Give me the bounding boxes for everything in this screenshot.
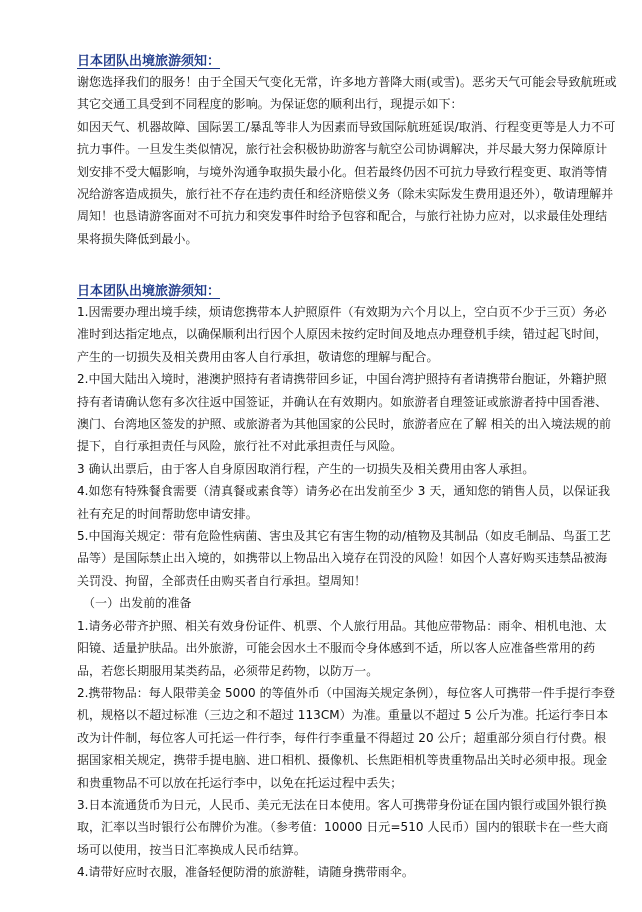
section1-title: 日本团队出境旅游须知： [77, 54, 221, 69]
preparation-item: 1.请务必带齐护照、相关有效身份证件、机票、个人旅行用品。其他应带物品：雨伞、相机电池、太阳镜、适量护肤品。出外旅游，可能会因水土不服而令身体感到不适，所以客人应准备些常用的药品，若您长期服用某类药品，必须带足药物，以防万一。 [77, 618, 607, 678]
notice-item: 2.中国大陆出入境时，港澳护照持有者请携带回乡证，中国台湾护照持有者请携带台胞证，外籍护照持有者请确认您有多次往返中国签证，并确认在有效期内。如旅游者自理签证或旅游者持中国香港、澳门、台湾地区签发的护照、或旅游者为其他国家的公民时，旅游者应在了解 相关的出入境法规的前提下，自行承担责任与风险，旅行社不对此承担责任与风险。 [77, 372, 612, 454]
notice-item: 3 确认出票后，由于客人自身原因取消行程，产生的一切损失及相关费用由客人承担。 [77, 461, 535, 476]
notice-item: 5.中国海关规定：带有危险性病菌、害虫及其它有害生物的动/植物及其制品（如皮毛制品、鸟蛋工艺品等）是国际禁止出入境的，如携带以上物品出入境存在罚没的风险！如因个人喜好购买违禁品被海关罚没、拘留，全部责任由购买者自行承担。望周知！ [77, 529, 611, 588]
preparation-item: 2.携带物品：每人限带美金 5000 的等值外币（中国海关规定条例），每位客人可携带一件手提行李登机，规格以不超过标准（三边之和不超过 113CM）为准。重量以不超过 5 公斤为准。托运行李日本改为计件制，每位客人可托运一件行李，每件行李重量不得超过 20 公斤；超重部分须自行付费。根据国家相关规定，携带手提电脑、进口相机、摄像机、长焦距相机等贵重物品出关时必须申报。现金和贵重物品不可以放在托运行李中，以免在托运过程中丢失； [77, 685, 616, 790]
section1-paragraph: 谢您选择我们的服务！由于全国天气变化无常，许多地方普降大雨(或雪)。恶劣天气可能会导致航班或其它交通工具受到不同程度的影响。为保证您的顺利出行，现提示如下： [77, 75, 617, 112]
section1-paragraph: 如因天气、机器故障、国际罢工/暴乱等非人为因素而导致国际航班延误/取消、行程变更等是人力不可抗力事件。一旦发生类似情况，旅行社会积极协助游客与航空公司协调解决，并尽最大努力保障原计划安排不受大幅影响，与境外沟通争取损失最小化。但若最终仍因不可抗力导致行程变更、取消等情况给游客造成损失，旅行社不存在违约责任和经济赔偿义务（除未实际发生费用退还外），敬请理解并周知！也恳请游客面对不可抗力和突发事件时给予包容和配合，与旅行社协力应对，以求最佳处理结果将损失降低到最小。 [77, 119, 616, 246]
section2-body [77, 301, 617, 884]
preparation-subtitle: （一）出发前的准备 [83, 596, 192, 611]
section2-title: 日本团队出境旅游须知： [77, 284, 221, 299]
preparation-item: 4.请带好应时衣服，准备轻便防滑的旅游鞋，请随身携带雨伞。 [77, 865, 414, 880]
notice-item: 1.因需要办理出境手续，烦请您携带本人护照原件（有效期为六个月以上，空白页不少于三页）务必准时到达指定地点，以确保顺利出行因个人原因未按约定时间及地点办理登机手续，错过起飞时间，产生的一切损失及相关费用由客人自行承担，敬请您的理解与配合。 [77, 305, 608, 364]
notice-item: 4.如您有特殊餐食需要（清真餐或素食等）请务必在出发前至少 3 天，通知您的销售人员，以保证我社有充足的时间帮助您申请安排。 [77, 484, 611, 521]
preparation-item: 3.日本流通货币为日元，人民币、美元无法在日本使用。客人可携带身份证在国内银行或国外银行换取，汇率以当时银行公布牌价为准。（参考值：10000 日元=510 人民币）国内的银联卡在一些大商场可以使用，按当日汇率换成人民币结算。 [77, 797, 609, 857]
section1-body [77, 71, 617, 250]
